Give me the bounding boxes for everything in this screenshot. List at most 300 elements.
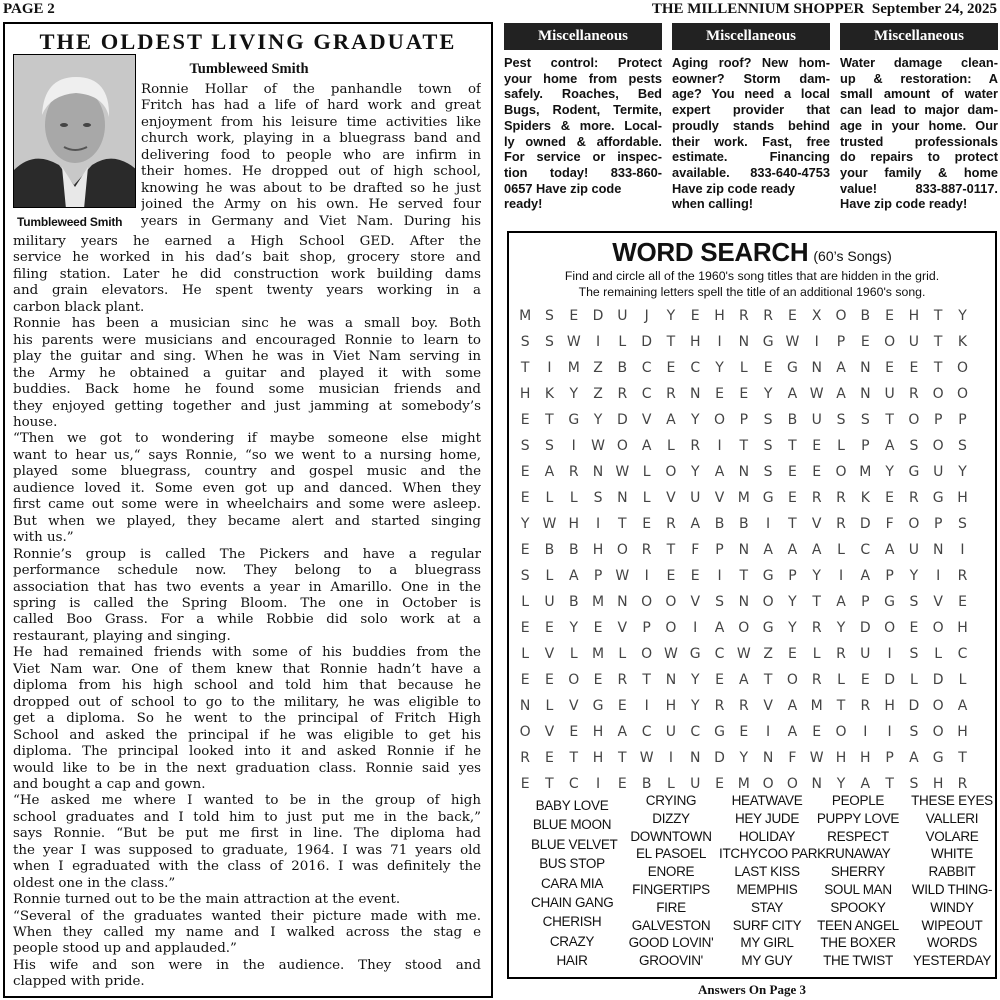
grid-letter[interactable]: E bbox=[787, 308, 797, 324]
grid-letter[interactable]: P bbox=[593, 568, 603, 584]
grid-letter[interactable]: O bbox=[665, 594, 677, 610]
grid-letter[interactable]: N bbox=[738, 464, 750, 480]
grid-letter[interactable]: H bbox=[932, 776, 944, 792]
grid-letter[interactable]: E bbox=[690, 308, 700, 324]
grid-letter[interactable]: R bbox=[860, 698, 871, 714]
grid-letter[interactable]: Y bbox=[836, 776, 846, 792]
grid-letter[interactable]: D bbox=[859, 516, 871, 532]
grid-letter[interactable]: A bbox=[641, 438, 652, 454]
grid-letter[interactable]: H bbox=[714, 308, 725, 324]
grid-letter[interactable]: E bbox=[520, 672, 530, 688]
grid-letter[interactable]: E bbox=[545, 620, 554, 636]
grid-letter[interactable]: L bbox=[642, 464, 651, 480]
grid-letter[interactable]: T bbox=[933, 360, 943, 376]
grid-letter[interactable]: Y bbox=[690, 672, 700, 688]
grid-letter[interactable]: Y bbox=[593, 412, 603, 428]
grid-letter[interactable]: T bbox=[933, 308, 943, 324]
grid-letter[interactable]: C bbox=[641, 724, 652, 740]
grid-letter[interactable]: A bbox=[836, 360, 846, 376]
grid-letter[interactable]: B bbox=[860, 308, 871, 324]
grid-letter[interactable]: E bbox=[812, 438, 822, 454]
grid-letter[interactable]: U bbox=[860, 646, 871, 662]
grid-letter[interactable]: V bbox=[811, 516, 822, 532]
grid-letter[interactable]: V bbox=[690, 594, 701, 610]
grid-letter[interactable]: V bbox=[617, 620, 628, 636]
grid-letter[interactable]: G bbox=[908, 464, 920, 480]
grid-letter[interactable]: F bbox=[691, 542, 700, 558]
grid-letter[interactable]: Z bbox=[593, 360, 603, 376]
grid-letter[interactable]: A bbox=[690, 516, 701, 532]
grid-letter[interactable]: I bbox=[693, 620, 698, 636]
grid-letter[interactable]: R bbox=[811, 672, 822, 688]
grid-letter[interactable]: O bbox=[835, 464, 847, 480]
grid-letter[interactable]: Y bbox=[739, 750, 749, 766]
grid-letter[interactable]: P bbox=[836, 334, 846, 350]
grid-letter[interactable]: S bbox=[909, 594, 919, 610]
grid-letter[interactable]: H bbox=[568, 516, 579, 532]
grid-letter[interactable]: A bbox=[739, 672, 749, 688]
grid-letter[interactable]: O bbox=[908, 516, 920, 532]
grid-letter[interactable]: W bbox=[639, 750, 654, 766]
grid-letter[interactable]: P bbox=[715, 542, 724, 558]
grid-letter[interactable]: W bbox=[615, 464, 630, 480]
grid-letter[interactable]: Y bbox=[666, 308, 676, 324]
grid-letter[interactable]: E bbox=[666, 568, 676, 584]
grid-letter[interactable]: O bbox=[641, 646, 653, 662]
grid-letter[interactable]: E bbox=[593, 620, 603, 636]
grid-letter[interactable]: G bbox=[762, 490, 774, 506]
grid-letter[interactable]: L bbox=[739, 360, 748, 376]
grid-letter[interactable]: E bbox=[787, 646, 797, 662]
grid-letter[interactable]: N bbox=[932, 542, 944, 558]
grid-letter[interactable]: Y bbox=[690, 464, 700, 480]
grid-letter[interactable]: Y bbox=[958, 308, 967, 324]
grid-letter[interactable]: R bbox=[836, 516, 846, 532]
grid-letter[interactable]: G bbox=[932, 750, 944, 766]
grid-letter[interactable]: O bbox=[665, 620, 677, 636]
grid-letter[interactable]: O bbox=[932, 698, 944, 714]
grid-letter[interactable]: S bbox=[545, 438, 554, 454]
grid-letter[interactable]: U bbox=[665, 724, 677, 740]
grid-letter[interactable]: O bbox=[738, 620, 750, 636]
grid-letter[interactable]: O bbox=[786, 672, 798, 688]
grid-letter[interactable]: E bbox=[909, 360, 919, 376]
grid-letter[interactable]: C bbox=[568, 776, 579, 792]
grid-letter[interactable]: M bbox=[737, 490, 750, 506]
grid-letter[interactable]: V bbox=[641, 412, 652, 428]
grid-letter[interactable]: N bbox=[811, 776, 822, 792]
grid-letter[interactable]: E bbox=[885, 308, 895, 324]
grid-letter[interactable]: O bbox=[762, 594, 774, 610]
grid-letter[interactable]: T bbox=[812, 594, 821, 610]
grid-letter[interactable]: I bbox=[863, 724, 868, 740]
grid-letter[interactable]: A bbox=[860, 776, 871, 792]
grid-letter[interactable]: G bbox=[592, 698, 604, 714]
grid-letter[interactable]: S bbox=[545, 308, 554, 324]
grid-letter[interactable]: O bbox=[616, 542, 628, 558]
grid-letter[interactable]: T bbox=[958, 750, 967, 766]
grid-letter[interactable]: J bbox=[644, 308, 649, 324]
grid-letter[interactable]: I bbox=[717, 568, 722, 584]
grid-letter[interactable]: B bbox=[714, 516, 725, 532]
grid-letter[interactable]: R bbox=[957, 776, 968, 792]
grid-letter[interactable]: P bbox=[933, 516, 943, 532]
grid-letter[interactable]: W bbox=[809, 386, 824, 402]
grid-letter[interactable]: S bbox=[909, 646, 919, 662]
grid-letter[interactable]: T bbox=[618, 516, 627, 532]
grid-letter[interactable]: A bbox=[811, 542, 822, 558]
grid-letter[interactable]: E bbox=[520, 464, 530, 480]
grid-letter[interactable]: N bbox=[738, 334, 750, 350]
grid-letter[interactable]: R bbox=[957, 568, 968, 584]
grid-letter[interactable]: E bbox=[642, 516, 652, 532]
grid-letter[interactable]: L bbox=[958, 672, 967, 688]
grid-letter[interactable]: T bbox=[788, 516, 797, 532]
grid-letter[interactable]: A bbox=[787, 542, 798, 558]
grid-letter[interactable]: L bbox=[837, 542, 845, 558]
grid-letter[interactable]: O bbox=[835, 724, 847, 740]
grid-letter[interactable]: K bbox=[860, 490, 870, 506]
grid-letter[interactable]: V bbox=[568, 698, 579, 714]
grid-letter[interactable]: L bbox=[521, 594, 530, 610]
grid-letter[interactable]: E bbox=[958, 594, 967, 610]
grid-letter[interactable]: A bbox=[787, 698, 798, 714]
grid-letter[interactable]: Y bbox=[885, 464, 894, 480]
grid-letter[interactable]: R bbox=[763, 308, 773, 324]
grid-letter[interactable]: N bbox=[738, 542, 750, 558]
grid-letter[interactable]: L bbox=[618, 646, 627, 662]
grid-letter[interactable]: I bbox=[936, 568, 941, 584]
grid-letter[interactable]: T bbox=[618, 750, 627, 766]
grid-letter[interactable]: W bbox=[664, 646, 678, 662]
grid-letter[interactable]: W bbox=[809, 750, 824, 766]
grid-letter[interactable]: E bbox=[690, 568, 700, 584]
grid-letter[interactable]: T bbox=[545, 412, 554, 428]
grid-letter[interactable]: Z bbox=[593, 386, 603, 402]
grid-letter[interactable]: H bbox=[519, 386, 531, 402]
grid-letter[interactable]: E bbox=[520, 412, 530, 428]
grid-letter[interactable]: G bbox=[762, 334, 774, 350]
grid-letter[interactable]: R bbox=[666, 516, 676, 532]
grid-letter[interactable]: P bbox=[933, 412, 943, 428]
grid-letter[interactable]: T bbox=[885, 412, 894, 428]
grid-letter[interactable]: L bbox=[837, 438, 845, 454]
grid-letter[interactable]: R bbox=[811, 490, 822, 506]
grid-letter[interactable]: C bbox=[860, 542, 871, 558]
grid-letter[interactable]: A bbox=[666, 412, 676, 428]
grid-letter[interactable]: E bbox=[593, 672, 603, 688]
grid-letter[interactable]: O bbox=[932, 386, 944, 402]
grid-letter[interactable]: Y bbox=[569, 386, 579, 402]
grid-letter[interactable]: O bbox=[762, 776, 774, 792]
grid-letter[interactable]: H bbox=[860, 750, 871, 766]
grid-letter[interactable]: T bbox=[739, 438, 749, 454]
grid-letter[interactable]: G bbox=[884, 594, 896, 610]
grid-letter[interactable]: H bbox=[957, 490, 968, 506]
grid-letter[interactable]: S bbox=[958, 516, 967, 532]
grid-letter[interactable]: O bbox=[616, 438, 628, 454]
grid-letter[interactable]: S bbox=[909, 776, 919, 792]
grid-letter[interactable]: A bbox=[909, 750, 919, 766]
grid-letter[interactable]: T bbox=[739, 568, 749, 584]
grid-letter[interactable]: P bbox=[739, 412, 749, 428]
grid-letter[interactable]: E bbox=[569, 724, 579, 740]
grid-letter[interactable]: E bbox=[715, 672, 724, 688]
grid-letter[interactable]: U bbox=[811, 412, 822, 428]
grid-letter[interactable]: S bbox=[909, 438, 919, 454]
grid-letter[interactable]: S bbox=[545, 334, 554, 350]
grid-letter[interactable]: A bbox=[568, 568, 579, 584]
grid-letter[interactable]: G bbox=[568, 412, 580, 428]
grid-letter[interactable]: L bbox=[618, 334, 627, 350]
grid-letter[interactable]: H bbox=[908, 308, 920, 324]
grid-letter[interactable]: U bbox=[690, 490, 701, 506]
grid-letter[interactable]: O bbox=[956, 386, 968, 402]
grid-letter[interactable]: N bbox=[519, 698, 531, 714]
grid-letter[interactable]: E bbox=[617, 698, 627, 714]
grid-letter[interactable]: E bbox=[860, 334, 870, 350]
grid-letter[interactable]: E bbox=[545, 672, 554, 688]
grid-letter[interactable]: B bbox=[617, 360, 628, 376]
grid-letter[interactable]: L bbox=[545, 568, 554, 584]
grid-letter[interactable]: R bbox=[811, 620, 822, 636]
grid-letter[interactable]: C bbox=[690, 360, 701, 376]
grid-letter[interactable]: E bbox=[520, 490, 530, 506]
grid-letter[interactable]: E bbox=[763, 360, 773, 376]
grid-letter[interactable]: O bbox=[568, 672, 580, 688]
grid-letter[interactable]: T bbox=[788, 438, 797, 454]
grid-letter[interactable]: V bbox=[666, 490, 676, 506]
grid-letter[interactable]: D bbox=[932, 672, 944, 688]
grid-letter[interactable]: Y bbox=[763, 386, 773, 402]
grid-letter[interactable]: V bbox=[544, 724, 555, 740]
grid-letter[interactable]: E bbox=[520, 776, 530, 792]
grid-letter[interactable]: O bbox=[786, 776, 798, 792]
grid-letter[interactable]: N bbox=[689, 386, 701, 402]
grid-letter[interactable]: P bbox=[642, 620, 651, 636]
grid-letter[interactable]: O bbox=[641, 594, 653, 610]
grid-letter[interactable]: T bbox=[569, 750, 579, 766]
grid-letter[interactable]: W bbox=[566, 334, 581, 350]
grid-letter[interactable]: L bbox=[545, 490, 554, 506]
grid-letter[interactable]: S bbox=[520, 438, 530, 454]
grid-letter[interactable]: A bbox=[787, 386, 798, 402]
grid-letter[interactable]: U bbox=[933, 464, 944, 480]
grid-letter[interactable]: R bbox=[641, 542, 652, 558]
grid-letter[interactable]: L bbox=[521, 646, 530, 662]
grid-letter[interactable]: S bbox=[763, 464, 773, 480]
grid-letter[interactable]: E bbox=[520, 542, 530, 558]
grid-letter[interactable]: T bbox=[763, 672, 773, 688]
grid-letter[interactable]: R bbox=[617, 672, 628, 688]
grid-letter[interactable]: T bbox=[666, 542, 676, 558]
grid-letter[interactable]: M bbox=[737, 776, 750, 792]
grid-letter[interactable]: B bbox=[568, 542, 579, 558]
grid-letter[interactable]: B bbox=[544, 542, 555, 558]
grid-letter[interactable]: W bbox=[615, 568, 630, 584]
grid-letter[interactable]: R bbox=[520, 750, 531, 766]
grid-letter[interactable]: Y bbox=[690, 412, 700, 428]
grid-letter[interactable]: M bbox=[859, 464, 872, 480]
grid-letter[interactable]: G bbox=[762, 620, 774, 636]
grid-letter[interactable]: V bbox=[763, 698, 773, 714]
grid-letter[interactable]: R bbox=[909, 490, 919, 506]
grid-letter[interactable]: E bbox=[715, 776, 724, 792]
grid-letter[interactable]: G bbox=[762, 568, 774, 584]
grid-letter[interactable]: O bbox=[956, 360, 968, 376]
grid-letter[interactable]: W bbox=[591, 438, 605, 454]
grid-letter[interactable]: S bbox=[520, 334, 530, 350]
grid-letter[interactable]: Y bbox=[520, 516, 530, 532]
grid-letter[interactable]: L bbox=[667, 438, 675, 454]
grid-letter[interactable]: S bbox=[860, 412, 870, 428]
grid-letter[interactable]: A bbox=[884, 438, 895, 454]
grid-letter[interactable]: I bbox=[960, 542, 965, 558]
grid-letter[interactable]: I bbox=[668, 750, 673, 766]
grid-letter[interactable]: L bbox=[545, 698, 554, 714]
grid-letter[interactable]: T bbox=[642, 672, 651, 688]
grid-letter[interactable]: L bbox=[812, 646, 821, 662]
grid-letter[interactable]: P bbox=[788, 568, 797, 584]
grid-letter[interactable]: E bbox=[715, 386, 724, 402]
grid-letter[interactable]: R bbox=[836, 646, 846, 662]
grid-letter[interactable]: I bbox=[571, 438, 576, 454]
grid-letter[interactable]: Y bbox=[569, 620, 579, 636]
grid-letter[interactable]: A bbox=[836, 386, 846, 402]
grid-letter[interactable]: R bbox=[836, 490, 846, 506]
grid-letter[interactable]: H bbox=[884, 698, 895, 714]
grid-letter[interactable]: L bbox=[569, 646, 578, 662]
grid-letter[interactable]: L bbox=[667, 776, 675, 792]
grid-letter[interactable]: V bbox=[933, 594, 943, 610]
grid-letter[interactable]: E bbox=[885, 490, 895, 506]
grid-letter[interactable]: Z bbox=[763, 646, 773, 662]
grid-letter[interactable]: N bbox=[617, 594, 628, 610]
grid-letter[interactable]: H bbox=[592, 750, 604, 766]
grid-letter[interactable]: A bbox=[787, 724, 798, 740]
grid-letter[interactable]: O bbox=[665, 464, 677, 480]
grid-letter[interactable]: N bbox=[617, 490, 628, 506]
grid-letter[interactable]: R bbox=[666, 386, 676, 402]
grid-letter[interactable]: D bbox=[592, 308, 604, 324]
grid-letter[interactable]: H bbox=[592, 724, 604, 740]
grid-letter[interactable]: I bbox=[717, 438, 722, 454]
grid-letter[interactable]: E bbox=[617, 776, 627, 792]
grid-letter[interactable]: O bbox=[519, 724, 531, 740]
grid-letter[interactable]: S bbox=[836, 412, 846, 428]
grid-letter[interactable]: L bbox=[569, 490, 578, 506]
grid-letter[interactable]: O bbox=[908, 412, 920, 428]
grid-letter[interactable]: E bbox=[666, 360, 676, 376]
grid-letter[interactable]: O bbox=[932, 438, 944, 454]
grid-letter[interactable]: E bbox=[739, 386, 749, 402]
grid-letter[interactable]: O bbox=[932, 620, 944, 636]
grid-letter[interactable]: L bbox=[837, 672, 845, 688]
grid-letter[interactable]: C bbox=[690, 724, 701, 740]
grid-letter[interactable]: U bbox=[544, 594, 555, 610]
grid-letter[interactable]: G bbox=[786, 360, 798, 376]
grid-letter[interactable]: M bbox=[591, 646, 605, 662]
grid-letter[interactable]: E bbox=[787, 464, 797, 480]
grid-letter[interactable]: D bbox=[859, 620, 871, 636]
grid-letter[interactable]: I bbox=[595, 776, 601, 792]
grid-letter[interactable]: S bbox=[763, 412, 773, 428]
grid-letter[interactable]: E bbox=[885, 360, 895, 376]
grid-letter[interactable]: S bbox=[520, 568, 530, 584]
grid-letter[interactable]: I bbox=[814, 334, 819, 350]
grid-letter[interactable]: V bbox=[714, 490, 725, 506]
grid-letter[interactable]: H bbox=[957, 724, 968, 740]
grid-letter[interactable]: E bbox=[787, 490, 797, 506]
grid-letter[interactable]: Y bbox=[690, 698, 700, 714]
grid-letter[interactable]: I bbox=[595, 334, 601, 350]
grid-letter[interactable]: S bbox=[715, 594, 724, 610]
grid-letter[interactable]: T bbox=[836, 698, 846, 714]
grid-letter[interactable]: U bbox=[908, 542, 920, 558]
grid-letter[interactable]: E bbox=[812, 464, 822, 480]
grid-letter[interactable]: R bbox=[738, 698, 749, 714]
grid-letter[interactable]: S bbox=[958, 438, 967, 454]
grid-letter[interactable]: H bbox=[592, 542, 604, 558]
grid-letter[interactable]: K bbox=[544, 386, 555, 402]
grid-letter[interactable]: R bbox=[738, 308, 749, 324]
grid-letter[interactable]: A bbox=[544, 464, 555, 480]
grid-letter[interactable]: P bbox=[861, 594, 870, 610]
grid-letter[interactable]: L bbox=[642, 490, 651, 506]
grid-letter[interactable]: I bbox=[887, 724, 892, 740]
grid-letter[interactable]: A bbox=[884, 542, 895, 558]
grid-letter[interactable]: Y bbox=[812, 568, 821, 584]
grid-letter[interactable]: E bbox=[909, 620, 919, 636]
grid-letter[interactable]: D bbox=[714, 750, 725, 766]
grid-letter[interactable]: O bbox=[714, 412, 726, 428]
grid-letter[interactable]: N bbox=[738, 594, 750, 610]
grid-letter[interactable]: R bbox=[617, 386, 628, 402]
grid-letter[interactable]: A bbox=[617, 724, 628, 740]
grid-letter[interactable]: Y bbox=[715, 360, 724, 376]
grid-letter[interactable]: E bbox=[812, 724, 822, 740]
grid-letter[interactable]: W bbox=[785, 334, 800, 350]
grid-letter[interactable]: B bbox=[739, 516, 749, 532]
grid-letter[interactable]: C bbox=[957, 646, 968, 662]
grid-letter[interactable]: L bbox=[909, 672, 918, 688]
grid-letter[interactable]: F bbox=[788, 750, 797, 766]
grid-letter[interactable]: U bbox=[908, 334, 920, 350]
grid-letter[interactable]: P bbox=[958, 412, 967, 428]
grid-letter[interactable]: U bbox=[617, 308, 628, 324]
grid-letter[interactable]: I bbox=[766, 516, 771, 532]
grid-letter[interactable]: N bbox=[811, 360, 822, 376]
grid-letter[interactable]: D bbox=[616, 412, 628, 428]
grid-letter[interactable]: R bbox=[568, 464, 579, 480]
grid-letter[interactable]: I bbox=[595, 516, 601, 532]
grid-letter[interactable]: Y bbox=[958, 464, 967, 480]
grid-letter[interactable]: B bbox=[568, 594, 579, 610]
grid-letter[interactable]: W bbox=[736, 646, 751, 662]
grid-letter[interactable]: I bbox=[838, 568, 844, 584]
grid-letter[interactable]: I bbox=[766, 724, 771, 740]
grid-letter[interactable]: K bbox=[957, 334, 968, 350]
grid-letter[interactable]: I bbox=[644, 568, 649, 584]
grid-letter[interactable]: O bbox=[884, 334, 896, 350]
grid-letter[interactable]: C bbox=[641, 360, 652, 376]
grid-letter[interactable]: T bbox=[520, 360, 530, 376]
grid-letter[interactable]: E bbox=[569, 308, 579, 324]
grid-letter[interactable]: A bbox=[763, 542, 773, 558]
grid-letter[interactable]: T bbox=[933, 334, 943, 350]
grid-letter[interactable]: H bbox=[689, 334, 701, 350]
grid-letter[interactable]: T bbox=[666, 334, 676, 350]
